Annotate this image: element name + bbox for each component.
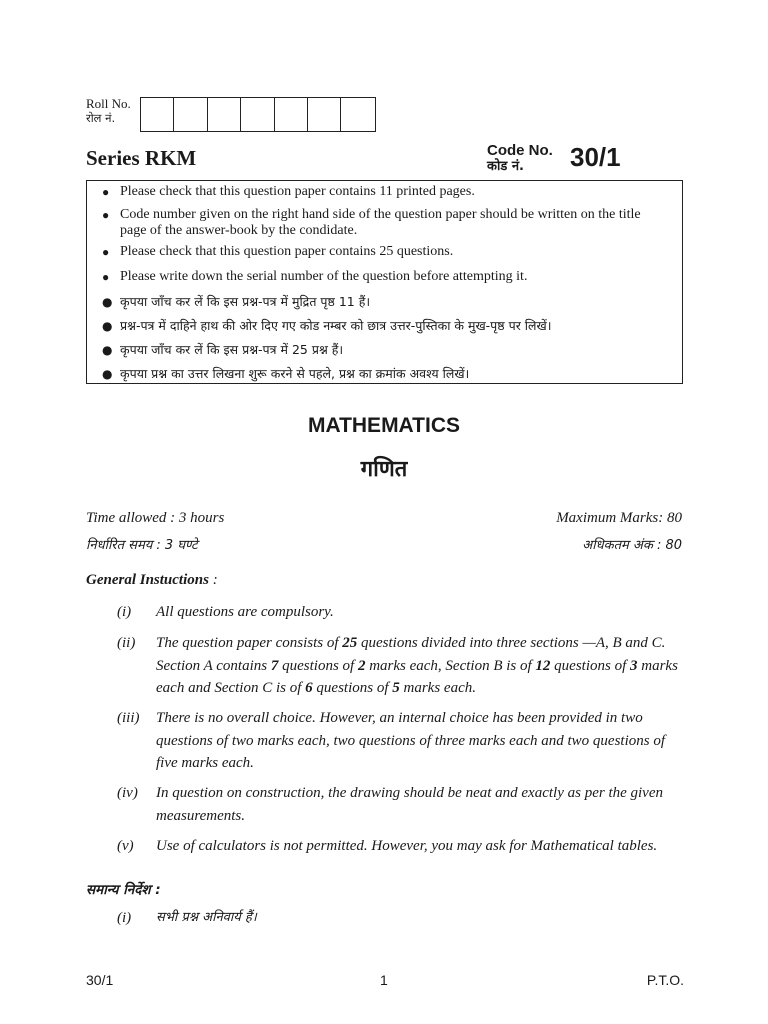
- instruction-item: ● Code number given on the right hand side of the question paper should be written on the title page of the answer-book by the condidate.: [102, 207, 641, 238]
- instructions-list: [99, 184, 670, 382]
- instructions-box: [86, 180, 683, 384]
- instruction-item: ● Please write down the serial number of the question before attempting it.: [102, 269, 528, 284]
- bullet-icon: ●: [102, 185, 110, 199]
- instruction-row: [86, 632, 686, 702]
- instruction-item-hi: ● कृपया प्रश्न का उत्तर लिखना शुरू करने से पहले, प्रश्न का क्रमांक अवश्य लिखें।: [102, 366, 470, 381]
- time-allowed-hi: निर्धारित समय : 3 घण्टे: [86, 538, 198, 553]
- roll-number-label-en: Roll No.: [86, 96, 131, 111]
- instruction-row: [86, 782, 686, 828]
- instruction-text: Use of calculators is not permitted. However, you may ask for Mathematical tables.: [156, 838, 658, 854]
- maximum-marks-hi: अधिकतम अंक : 80: [582, 538, 682, 553]
- roll-number-box: [174, 98, 207, 131]
- instruction-number: (i): [117, 604, 132, 620]
- instruction-text: सभी प्रश्न अनिवार्य हैं।: [156, 910, 257, 925]
- instruction-item-hi: ● प्रश्न-पत्र में दाहिने हाथ की ओर दिए गए कोड नम्बर को छात्र उत्तर-पुस्तिका के मुख-पृष्ठ पर लिखें।: [102, 318, 552, 333]
- instruction-text: In question on construction, the drawing should be neat and exactly as per the given measurements.: [156, 785, 663, 824]
- instruction-text: All questions are compulsory.: [156, 604, 334, 620]
- instruction-number: (iv): [117, 785, 138, 801]
- roll-number-box: [275, 98, 308, 131]
- page-number: 1: [380, 972, 388, 988]
- instruction-number: (i): [117, 910, 132, 926]
- bullet-icon: ●: [102, 270, 110, 284]
- instruction-text: There is no overall choice. However, an internal choice has been provided in two questions of two marks each, two questions of three marks each and two questions of five marks each.: [156, 710, 665, 771]
- roll-number-box: [241, 98, 274, 131]
- instruction-item-hi: ● कृपया जाँच कर लें कि इस प्रश्न-पत्र में मुद्रित पृष्ठ 11 हैं।: [102, 294, 371, 309]
- roll-number-label-hi: रोल नं.: [86, 111, 116, 125]
- series-label: Series RKM: [86, 146, 197, 170]
- instruction-row: [86, 707, 686, 777]
- footer-code: 30/1: [86, 972, 114, 988]
- subject-title-hi: गणित: [360, 457, 408, 482]
- time-allowed-en: Time allowed : 3 hours: [86, 510, 225, 526]
- roll-number-box: [308, 98, 341, 131]
- code-number-label: [487, 143, 553, 175]
- instruction-text: The question paper consists of 25 questions divided into three sections —A, B and C. Section A contains 7 questions of 2 marks each, Section B is of 12 questions of 3 marks each and Section C is of 6 questions of 5 marks each.: [156, 635, 678, 696]
- bullet-icon: ●: [102, 319, 113, 333]
- bullet-icon: ●: [102, 367, 113, 381]
- roll-number-box: [208, 98, 241, 131]
- instruction-number: (ii): [117, 635, 136, 651]
- bullet-icon: ●: [102, 343, 113, 357]
- maximum-marks-en: Maximum Marks: 80: [556, 510, 682, 526]
- instruction-number: (v): [117, 838, 134, 854]
- subject-title-en: MATHEMATICS: [307, 414, 461, 437]
- hindi-instructions-title: समान्य निर्देश :: [86, 882, 161, 898]
- roll-number-box: [141, 98, 174, 131]
- general-instructions-title: General Instuctions :: [86, 572, 218, 588]
- instruction-item: ● Please check that this question paper contains 25 questions.: [102, 244, 454, 259]
- code-number-label-en: Code No.: [487, 142, 553, 159]
- code-number-label-hi: कोड नं.: [487, 159, 524, 174]
- instruction-row: [86, 601, 686, 625]
- instruction-item-hi: ● कृपया जाँच कर लें कि इस प्रश्न-पत्र में 25 प्रश्न हैं।: [102, 342, 344, 357]
- roll-number-box: [341, 98, 374, 131]
- hindi-instruction-row: [86, 907, 686, 931]
- bullet-icon: ●: [102, 208, 110, 222]
- bullet-icon: ●: [102, 295, 113, 309]
- instruction-number: (iii): [117, 710, 140, 726]
- roll-number-boxes: [140, 97, 376, 132]
- please-turn-over: P.T.O.: [646, 972, 684, 988]
- code-number-value: 30/1: [570, 142, 621, 172]
- instruction-row: [86, 835, 686, 859]
- bullet-icon: ●: [102, 245, 110, 259]
- roll-number-label: [86, 97, 131, 125]
- instruction-item: ● Please check that this question paper contains 11 printed pages.: [102, 184, 475, 199]
